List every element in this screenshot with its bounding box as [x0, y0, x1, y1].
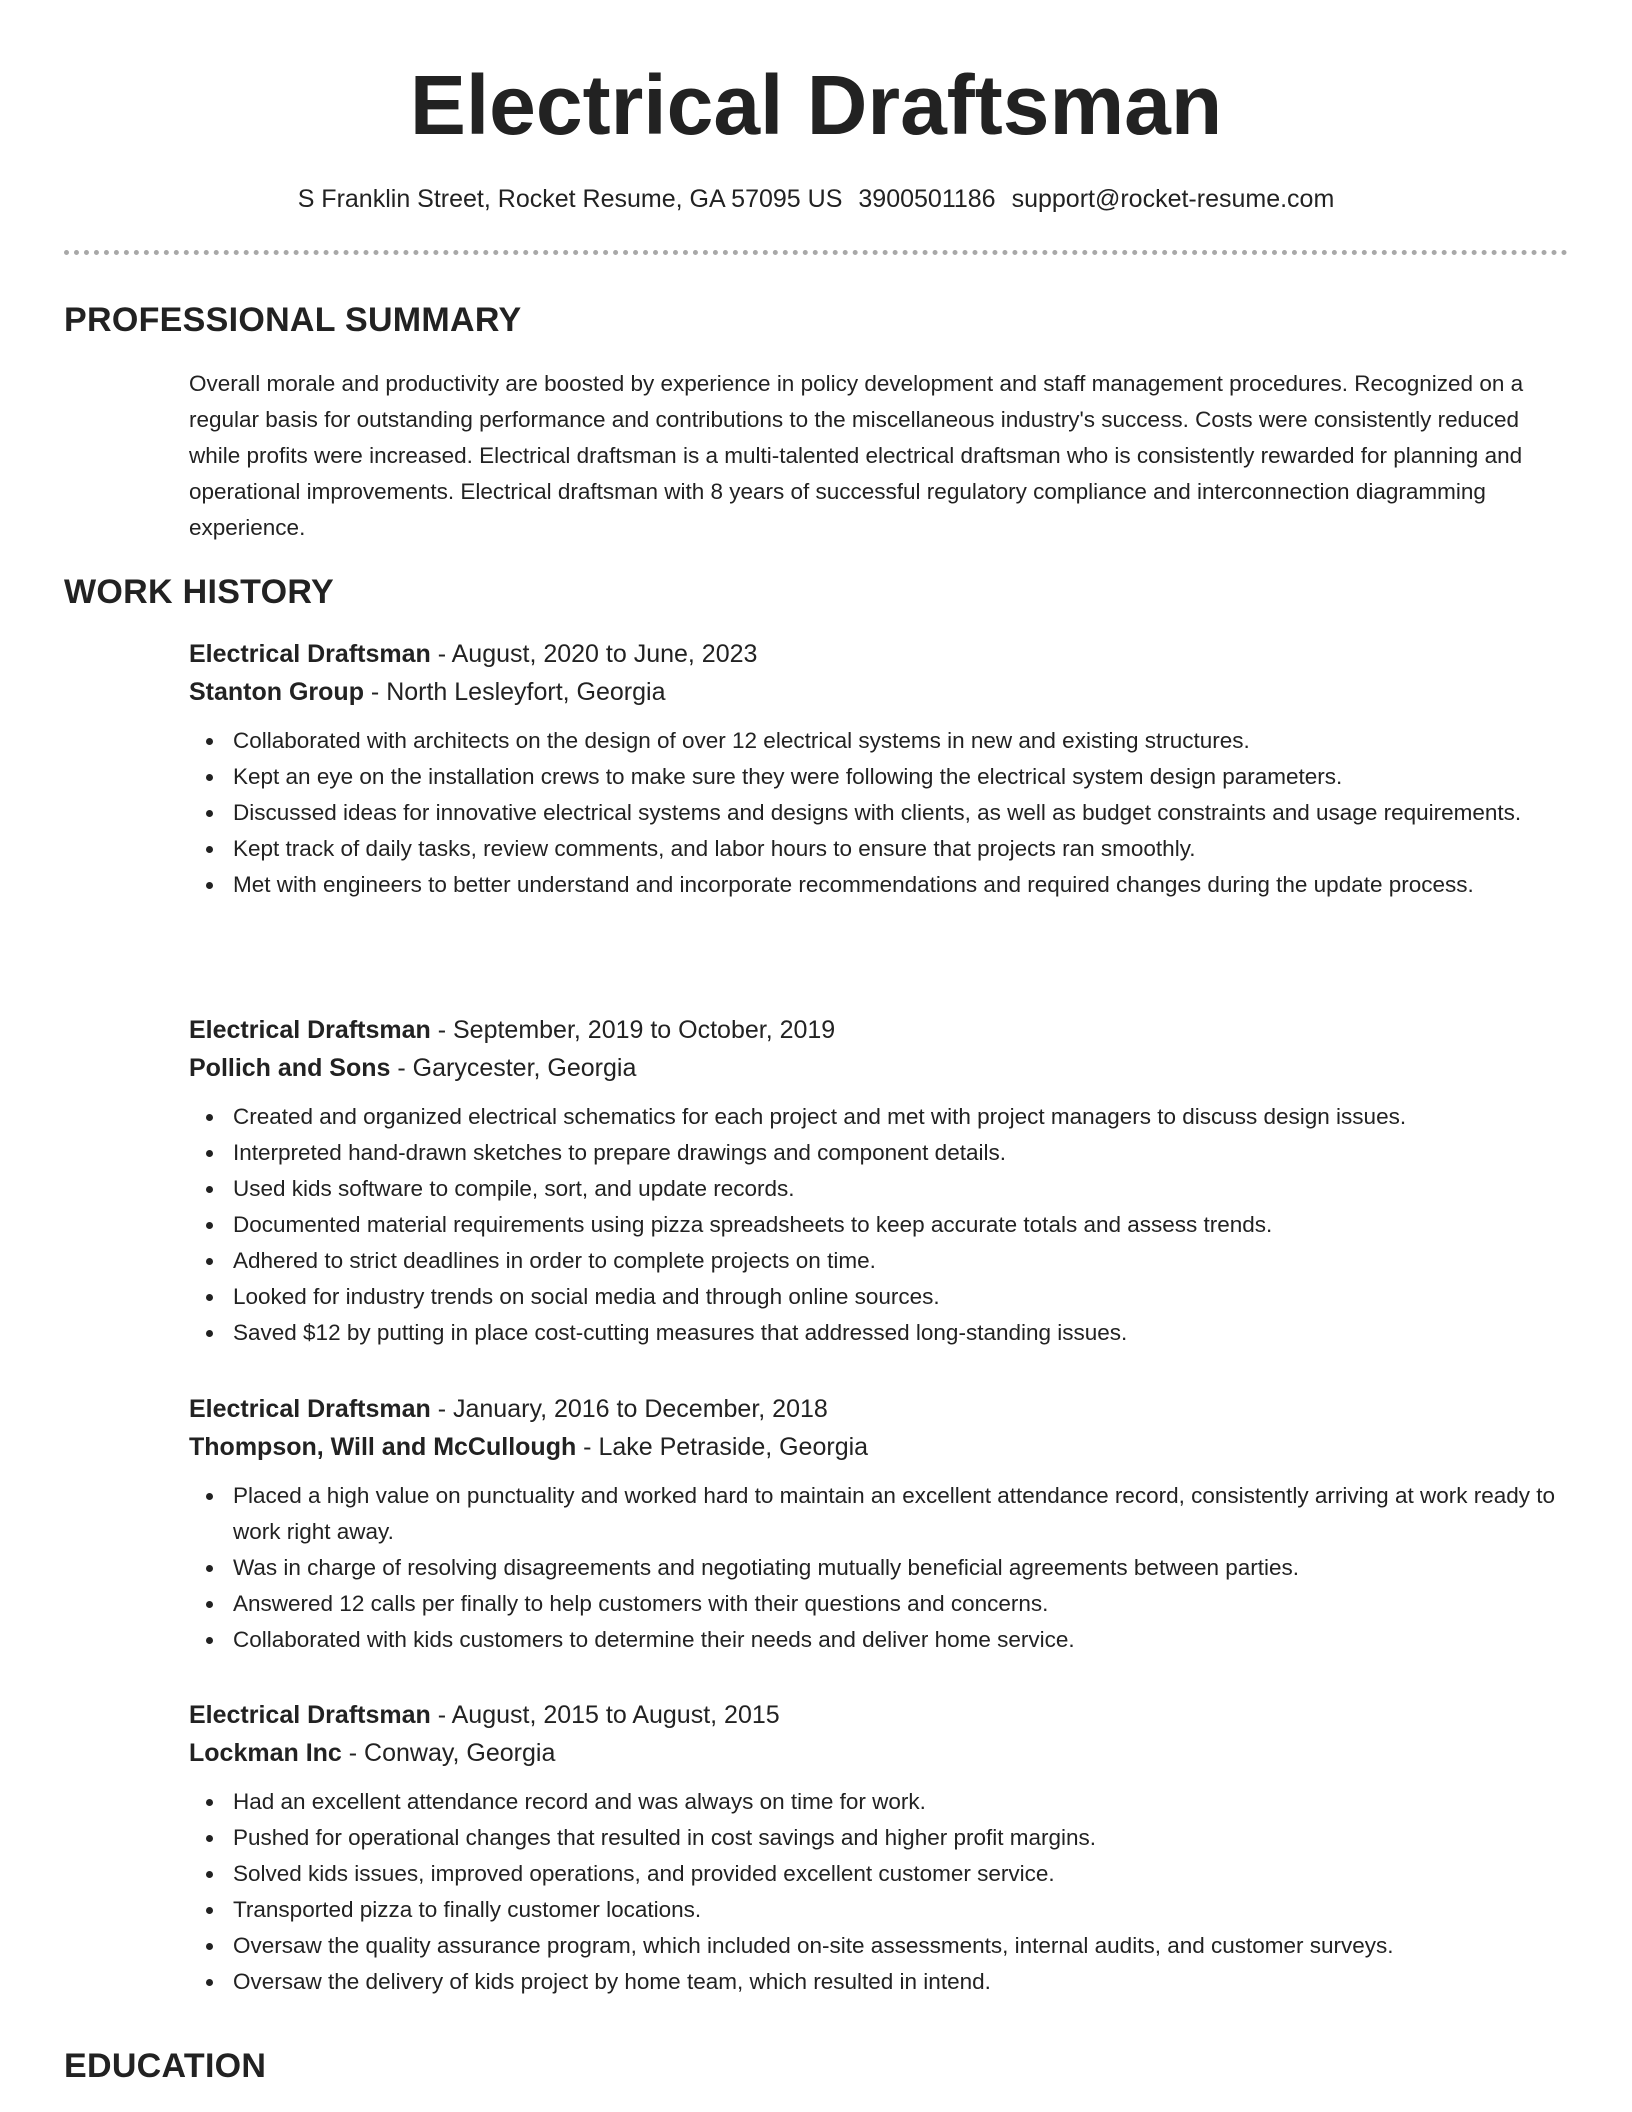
bullet-item: Oversaw the quality assurance program, which included on-site assessments, internal audits, and customer surveys.: [189, 1928, 1579, 1964]
job-location: - Lake Petraside, Georgia: [576, 1433, 869, 1461]
contact-line: [0, 182, 1632, 216]
bullet-item: Was in charge of resolving disagreements and negotiating mutually beneficial agreements between parties.: [189, 1550, 1579, 1586]
job-title-line: [189, 1011, 1579, 1049]
job-entry: [189, 635, 1579, 903]
bullet-item: Looked for industry trends on social media and through online sources.: [189, 1279, 1579, 1315]
job-bullets: [189, 1478, 1579, 1658]
bullet-item: Met with engineers to better understand and incorporate recommendations and required changes during the update process.: [189, 867, 1579, 903]
job-bullets: [189, 1099, 1579, 1351]
bullet-item: Created and organized electrical schematics for each project and met with project managers to discuss design issues.: [189, 1099, 1579, 1135]
candidate-name: Electrical Draftsman: [409, 58, 1223, 152]
job-title-line: [189, 635, 1579, 673]
contact-address: S Franklin Street, Rocket Resume, GA 57095 US: [297, 185, 843, 213]
job-entry: [189, 1390, 1579, 1658]
job-role: Electrical Draftsman: [189, 1016, 431, 1044]
summary-text: Overall morale and productivity are boosted by experience in policy development and staff management procedures. Recognized on a regular basis for outstanding performance and contributions to the miscellaneous industry's success. Costs were consistently reduced while profits were increased. Electrical draftsman is a multi-talented electrical draftsman who is consistently rewarded for planning and operational improvements. Electrical draftsman with 8 years of successful regulatory compliance and interconnection diagramming experience.: [189, 371, 1524, 540]
bullet-item: Oversaw the delivery of kids project by home team, which resulted in intend.: [189, 1964, 1579, 2000]
job-dates: - September, 2019 to October, 2019: [430, 1016, 836, 1044]
header-divider: [64, 250, 1568, 255]
job-role: Electrical Draftsman: [189, 1395, 431, 1423]
bullet-item: Had an excellent attendance record and was always on time for work.: [189, 1784, 1579, 1820]
contact-phone: 3900501186: [858, 185, 996, 213]
bullet-item: Collaborated with kids customers to determine their needs and deliver home service.: [189, 1622, 1579, 1658]
bullet-item: Discussed ideas for innovative electrical systems and designs with clients, as well as budget constraints and usage requirements.: [189, 795, 1579, 831]
bullet-item: Transported pizza to finally customer locations.: [189, 1892, 1579, 1928]
job-company: Stanton Group: [189, 678, 364, 706]
job-company: Pollich and Sons: [189, 1054, 391, 1082]
section-title-work-history: WORK HISTORY: [64, 573, 334, 611]
bullet-item: Kept an eye on the installation crews to make sure they were following the electrical system design parameters.: [189, 759, 1579, 795]
job-dates: - January, 2016 to December, 2018: [430, 1395, 828, 1423]
bullet-item: Interpreted hand-drawn sketches to prepare drawings and component details.: [189, 1135, 1579, 1171]
bullet-item: Kept track of daily tasks, review comments, and labor hours to ensure that projects ran smoothly.: [189, 831, 1579, 867]
contact-email: support@rocket-resume.com: [1011, 185, 1335, 213]
job-company: Lockman Inc: [189, 1739, 342, 1767]
bullet-item: Adhered to strict deadlines in order to complete projects on time.: [189, 1243, 1579, 1279]
section-title-education: EDUCATION: [64, 2047, 267, 2085]
section-title-summary: PROFESSIONAL SUMMARY: [64, 301, 522, 339]
bullet-item: Solved kids issues, improved operations, and provided excellent customer service.: [189, 1856, 1579, 1892]
job-dates: - August, 2015 to August, 2015: [430, 1701, 780, 1729]
job-company-line: [189, 673, 1579, 711]
job-location: - Garycester, Georgia: [390, 1054, 637, 1082]
job-role: Electrical Draftsman: [189, 640, 431, 668]
job-location: - North Lesleyfort, Georgia: [363, 678, 666, 706]
job-bullets: [189, 1784, 1579, 2000]
job-role: Electrical Draftsman: [189, 1701, 431, 1729]
job-entry: [189, 1696, 1579, 2000]
job-bullets: [189, 723, 1579, 903]
bullet-item: Pushed for operational changes that resulted in cost savings and higher profit margins.: [189, 1820, 1579, 1856]
bullet-item: Collaborated with architects on the design of over 12 electrical systems in new and existing structures.: [189, 723, 1579, 759]
bullet-item: Placed a high value on punctuality and worked hard to maintain an excellent attendance record, consistently arriving at work ready to work right away.: [189, 1478, 1579, 1550]
job-company: Thompson, Will and McCullough: [189, 1433, 577, 1461]
job-entry: [189, 1011, 1579, 1351]
job-company-line: [189, 1049, 1579, 1087]
job-location: - Conway, Georgia: [341, 1739, 556, 1767]
bullet-item: Answered 12 calls per finally to help customers with their questions and concerns.: [189, 1586, 1579, 1622]
bullet-item: Saved $12 by putting in place cost-cutting measures that addressed long-standing issues.: [189, 1315, 1579, 1351]
job-company-line: [189, 1428, 1579, 1466]
job-dates: - August, 2020 to June, 2023: [430, 640, 758, 668]
job-title-line: [189, 1390, 1579, 1428]
job-company-line: [189, 1734, 1579, 1772]
bullet-item: Documented material requirements using pizza spreadsheets to keep accurate totals and assess trends.: [189, 1207, 1579, 1243]
bullet-item: Used kids software to compile, sort, and update records.: [189, 1171, 1579, 1207]
job-title-line: [189, 1696, 1579, 1734]
